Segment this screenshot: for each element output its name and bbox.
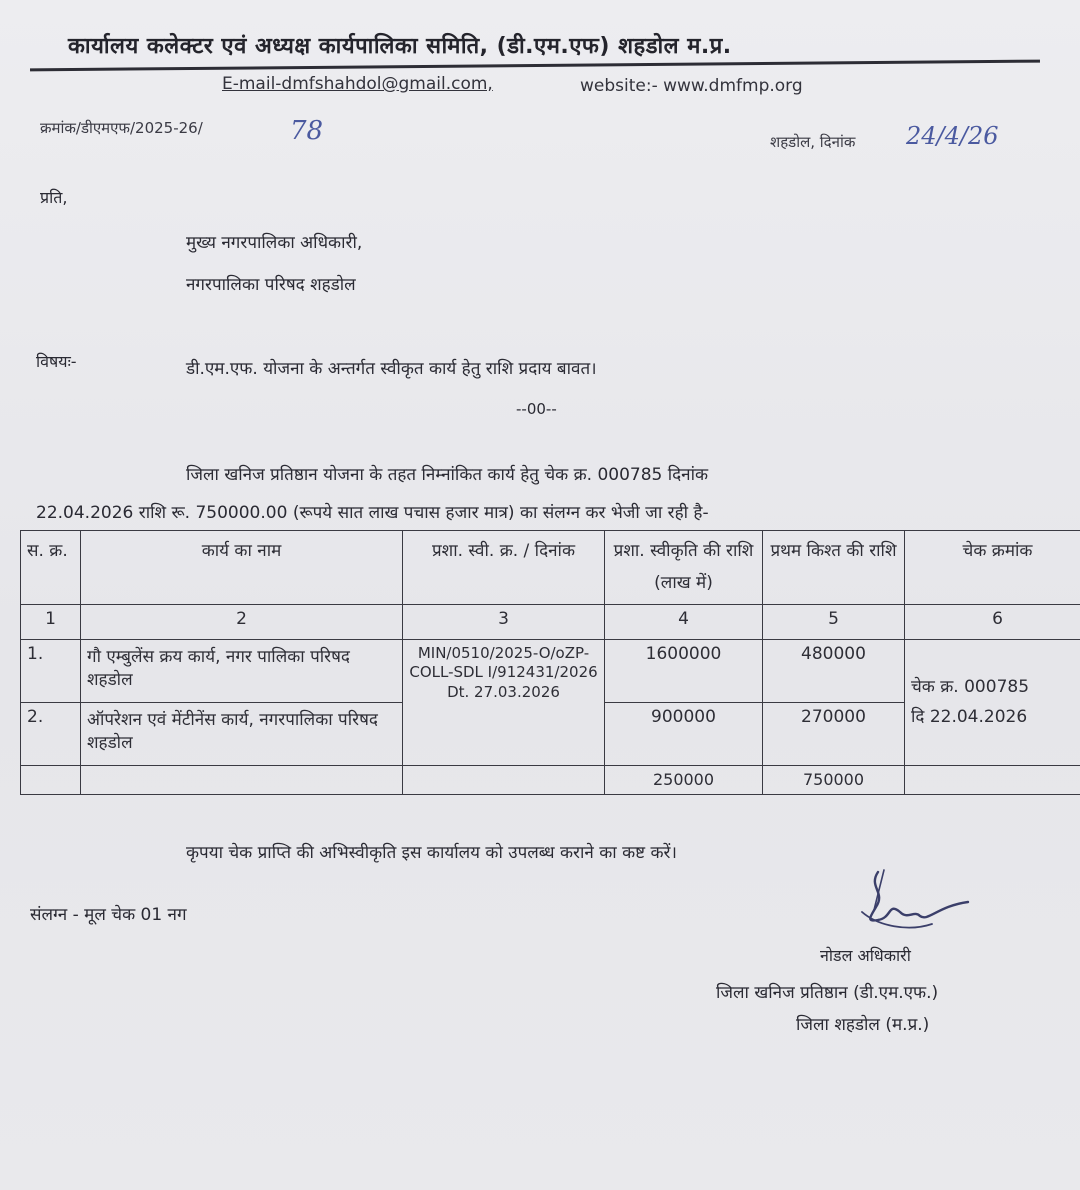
cheque-cell [905, 639, 1080, 765]
header-serial: स. क्र. [21, 531, 81, 605]
total-empty-cell [905, 765, 1080, 794]
recipient-label: प्रति, [40, 188, 68, 207]
subject-text: डी.एम.एफ. योजना के अन्तर्गत स्वीकृत कार्य हेतु राशि प्रदाय बावत। [186, 359, 597, 379]
section-divider: --00-- [516, 400, 557, 418]
acknowledgement-request: कृपया चेक प्राप्ति की अभिस्वीकृति इस कार्यालय को उपलब्ध कराने का कष्ट करें। [186, 843, 677, 863]
row-sanctioned-amount: 1600000 [605, 639, 763, 702]
header-first-installment: प्रथम किश्त की राशि [763, 531, 905, 605]
row-serial: 2. [21, 702, 81, 765]
table-header-row [21, 531, 1080, 605]
table-row [21, 639, 1080, 702]
cheque-number: चेक क्र. 000785 [911, 676, 1030, 697]
signatory-designation: नोडल अधिकारी [820, 946, 911, 965]
handwritten-signature [848, 862, 978, 952]
column-number: 6 [905, 604, 1080, 639]
office-title: कार्यालय कलेक्टर एवं अध्यक्ष कार्यपालिका समिति, (डी.एम.एफ) शहडोल म.प्र. [68, 34, 732, 59]
enclosure-note: संलग्न - मूल चेक 01 नग [30, 905, 187, 925]
column-number: 3 [403, 604, 605, 639]
row-work-name: गौ एम्बुलेंस क्रय कार्य, नगर पालिका परिषद शहडोल [81, 639, 403, 702]
row-sanctioned-amount: 900000 [605, 702, 763, 765]
office-website: website:- www.dmfmp.org [580, 76, 803, 96]
column-number: 1 [21, 604, 81, 639]
row-serial: 1. [21, 639, 81, 702]
reference-number-label: क्रमांक/डीएमएफ/2025-26/ [40, 119, 203, 137]
admin-ref-text: MIN/0510/2025-O/oZP-COLL-SDL I/912431/2026 Dt. 27.03.2026 [409, 643, 598, 701]
recipient-designation: मुख्य नगरपालिका अधिकारी, [186, 233, 363, 253]
table-total-row [21, 765, 1080, 794]
column-number: 4 [605, 604, 763, 639]
header-cheque-number: चेक क्रमांक [905, 531, 1080, 605]
place-date-label: शहडोल, दिनांक [770, 133, 856, 151]
row-work-name: ऑपरेशन एवं मेंटीनेंस कार्य, नगरपालिका परिषद शहडोल [81, 702, 403, 765]
total-empty-cell [403, 765, 605, 794]
cheque-date: दि 22.04.2026 [911, 707, 1028, 728]
admin-ref-cell [403, 639, 605, 765]
header-divider [30, 60, 1040, 72]
header-admin-ref: प्रशा. स्वी. क्र. / दिनांक [403, 531, 605, 605]
column-number: 2 [81, 604, 403, 639]
total-empty-cell [81, 765, 403, 794]
reference-number-handwritten: 78 [290, 116, 324, 146]
body-text-line-1: जिला खनिज प्रतिष्ठान योजना के तहत निम्नांकित कार्य हेतु चेक क्र. 000785 दिनांक [186, 465, 709, 485]
signatory-district: जिला शहडोल (म.प्र.) [796, 1015, 930, 1035]
works-table [20, 530, 1080, 795]
row-first-installment: 270000 [763, 702, 905, 765]
column-number-row [21, 604, 1080, 639]
column-number: 5 [763, 604, 905, 639]
row-first-installment: 480000 [763, 639, 905, 702]
recipient-office: नगरपालिका परिषद शहडोल [186, 275, 356, 295]
total-empty-cell [21, 765, 81, 794]
date-handwritten: 24/4/26 [906, 122, 999, 150]
total-sanctioned: 250000 [605, 765, 763, 794]
header-work-name: कार्य का नाम [81, 531, 403, 605]
signatory-organization: जिला खनिज प्रतिष्ठान (डी.एम.एफ.) [716, 983, 939, 1003]
body-text-line-2: 22.04.2026 राशि रू. 750000.00 (रूपये सात लाख पचास हजार मात्र) का संलग्न कर भेजी जा रही है- [36, 503, 709, 523]
total-installment: 750000 [763, 765, 905, 794]
header-sanctioned-amount: प्रशा. स्वीकृति की राशि (लाख में) [605, 531, 763, 605]
subject-label: विषयः- [36, 352, 77, 371]
office-email: E-mail-dmfshahdol@gmail.com, [222, 74, 493, 94]
